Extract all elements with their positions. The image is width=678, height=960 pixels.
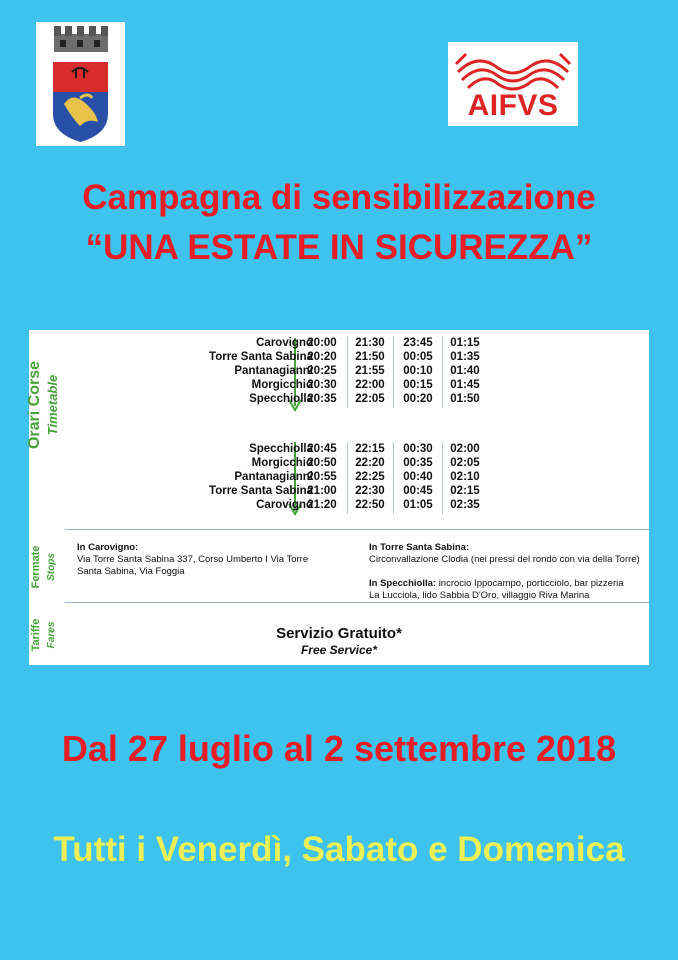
timetable-time: 02:35 <box>450 499 480 511</box>
timetable-time: 22:50 <box>355 499 385 511</box>
timetable-time: 22:25 <box>355 471 385 483</box>
municipal-crest <box>36 22 125 146</box>
timetable-stop: Pantanagianni <box>234 365 313 377</box>
fares-side-label: Tariffe Fares <box>30 618 57 652</box>
timetable-time: 20:55 <box>307 471 337 483</box>
timetable-time: 20:25 <box>307 365 337 377</box>
service-free-it: Servizio Gratuito* <box>276 625 402 642</box>
timetable-time: 02:00 <box>450 443 480 455</box>
stops-specchiolla: In Specchiolla: incrocio Ippocampo, porticciolo, bar pizzeria La Lucciola, lido Sabbia D'Oro, villaggio Riva Marina <box>369 578 624 601</box>
campaign-title: Campagna di sensibilizzazione <box>82 178 596 217</box>
timetable-time: 00:45 <box>403 485 433 497</box>
timetable-stop: Specchiolla <box>249 443 313 455</box>
timetable-time: 21:50 <box>355 351 385 363</box>
timetable-time: 23:45 <box>403 337 433 349</box>
timetable-time: 21:20 <box>307 499 337 511</box>
timetable-stop: Morgicchio <box>251 457 313 469</box>
timetable-time: 21:55 <box>355 365 385 377</box>
timetable-time: 21:30 <box>355 337 385 349</box>
timetable-time: 00:05 <box>403 351 433 363</box>
timetable-stop: Torre Santa Sabina <box>209 351 313 363</box>
timetable-time: 01:40 <box>450 365 480 377</box>
timetable-time: 20:00 <box>307 337 337 349</box>
stops-side-label: Fermate Stops <box>30 545 57 589</box>
timetable-stop: Pantanagianni <box>234 471 313 483</box>
timetable-time: 02:15 <box>450 485 480 497</box>
timetable-panel <box>26 330 649 665</box>
timetable-time: 00:30 <box>403 443 433 455</box>
service-free-en: Free Service* <box>300 643 378 657</box>
campaign-subtitle: “UNA ESTATE IN SICUREZZA” <box>85 228 593 267</box>
timetable-time: 00:35 <box>403 457 433 469</box>
timetable-time: 01:05 <box>403 499 433 511</box>
timetable-stop: Carovigno <box>256 337 313 349</box>
campaign-dates: Dal 27 luglio al 2 settembre 2018 <box>61 728 617 769</box>
timetable-time: 01:45 <box>450 379 480 391</box>
timetable-time: 20:35 <box>307 393 337 405</box>
timetable-time: 02:05 <box>450 457 480 469</box>
timetable-time: 00:15 <box>403 379 433 391</box>
timetable-side-label: Orari Corse Timetable <box>26 360 60 450</box>
timetable-stop: Torre Santa Sabina <box>209 485 313 497</box>
section-divider <box>65 529 649 530</box>
timetable-time: 01:50 <box>450 393 480 405</box>
aifvs-logo-text: AIFVS <box>467 89 559 122</box>
timetable-time: 00:10 <box>403 365 433 377</box>
aifvs-logo <box>448 42 578 126</box>
campaign-days: Tutti i Venerdì, Sabato e Domenica <box>53 830 625 869</box>
timetable-time: 20:45 <box>307 443 337 455</box>
timetable-time: 20:30 <box>307 379 337 391</box>
timetable-time: 20:20 <box>307 351 337 363</box>
timetable-stop: Morgicchio <box>251 379 313 391</box>
timetable-time: 22:05 <box>355 393 385 405</box>
timetable-time: 20:50 <box>307 457 337 469</box>
timetable-stop: Specchiolla <box>249 393 313 405</box>
timetable-time: 02:10 <box>450 471 480 483</box>
timetable-time: 22:20 <box>355 457 385 469</box>
stops-carovigno: In Carovigno: Via Torre Santa Sabina 337, Corso Umberto I Via Torre Santa Sabina, Via Foggia <box>77 542 309 577</box>
timetable-time: 00:40 <box>403 471 433 483</box>
timetable-time: 21:00 <box>307 485 337 497</box>
timetable-time: 22:00 <box>355 379 385 391</box>
timetable-time: 01:35 <box>450 351 480 363</box>
timetable-stop: Carovigno <box>256 499 313 511</box>
timetable-time: 01:15 <box>450 337 480 349</box>
timetable-time: 00:20 <box>403 393 433 405</box>
timetable-time: 22:30 <box>355 485 385 497</box>
stops-torre-santa-sabina: In Torre Santa Sabina: Circonvallazione Clodia (nei pressi del rondò con via della Torre) <box>369 542 640 565</box>
section-divider <box>65 602 649 603</box>
timetable-time: 22:15 <box>355 443 385 455</box>
